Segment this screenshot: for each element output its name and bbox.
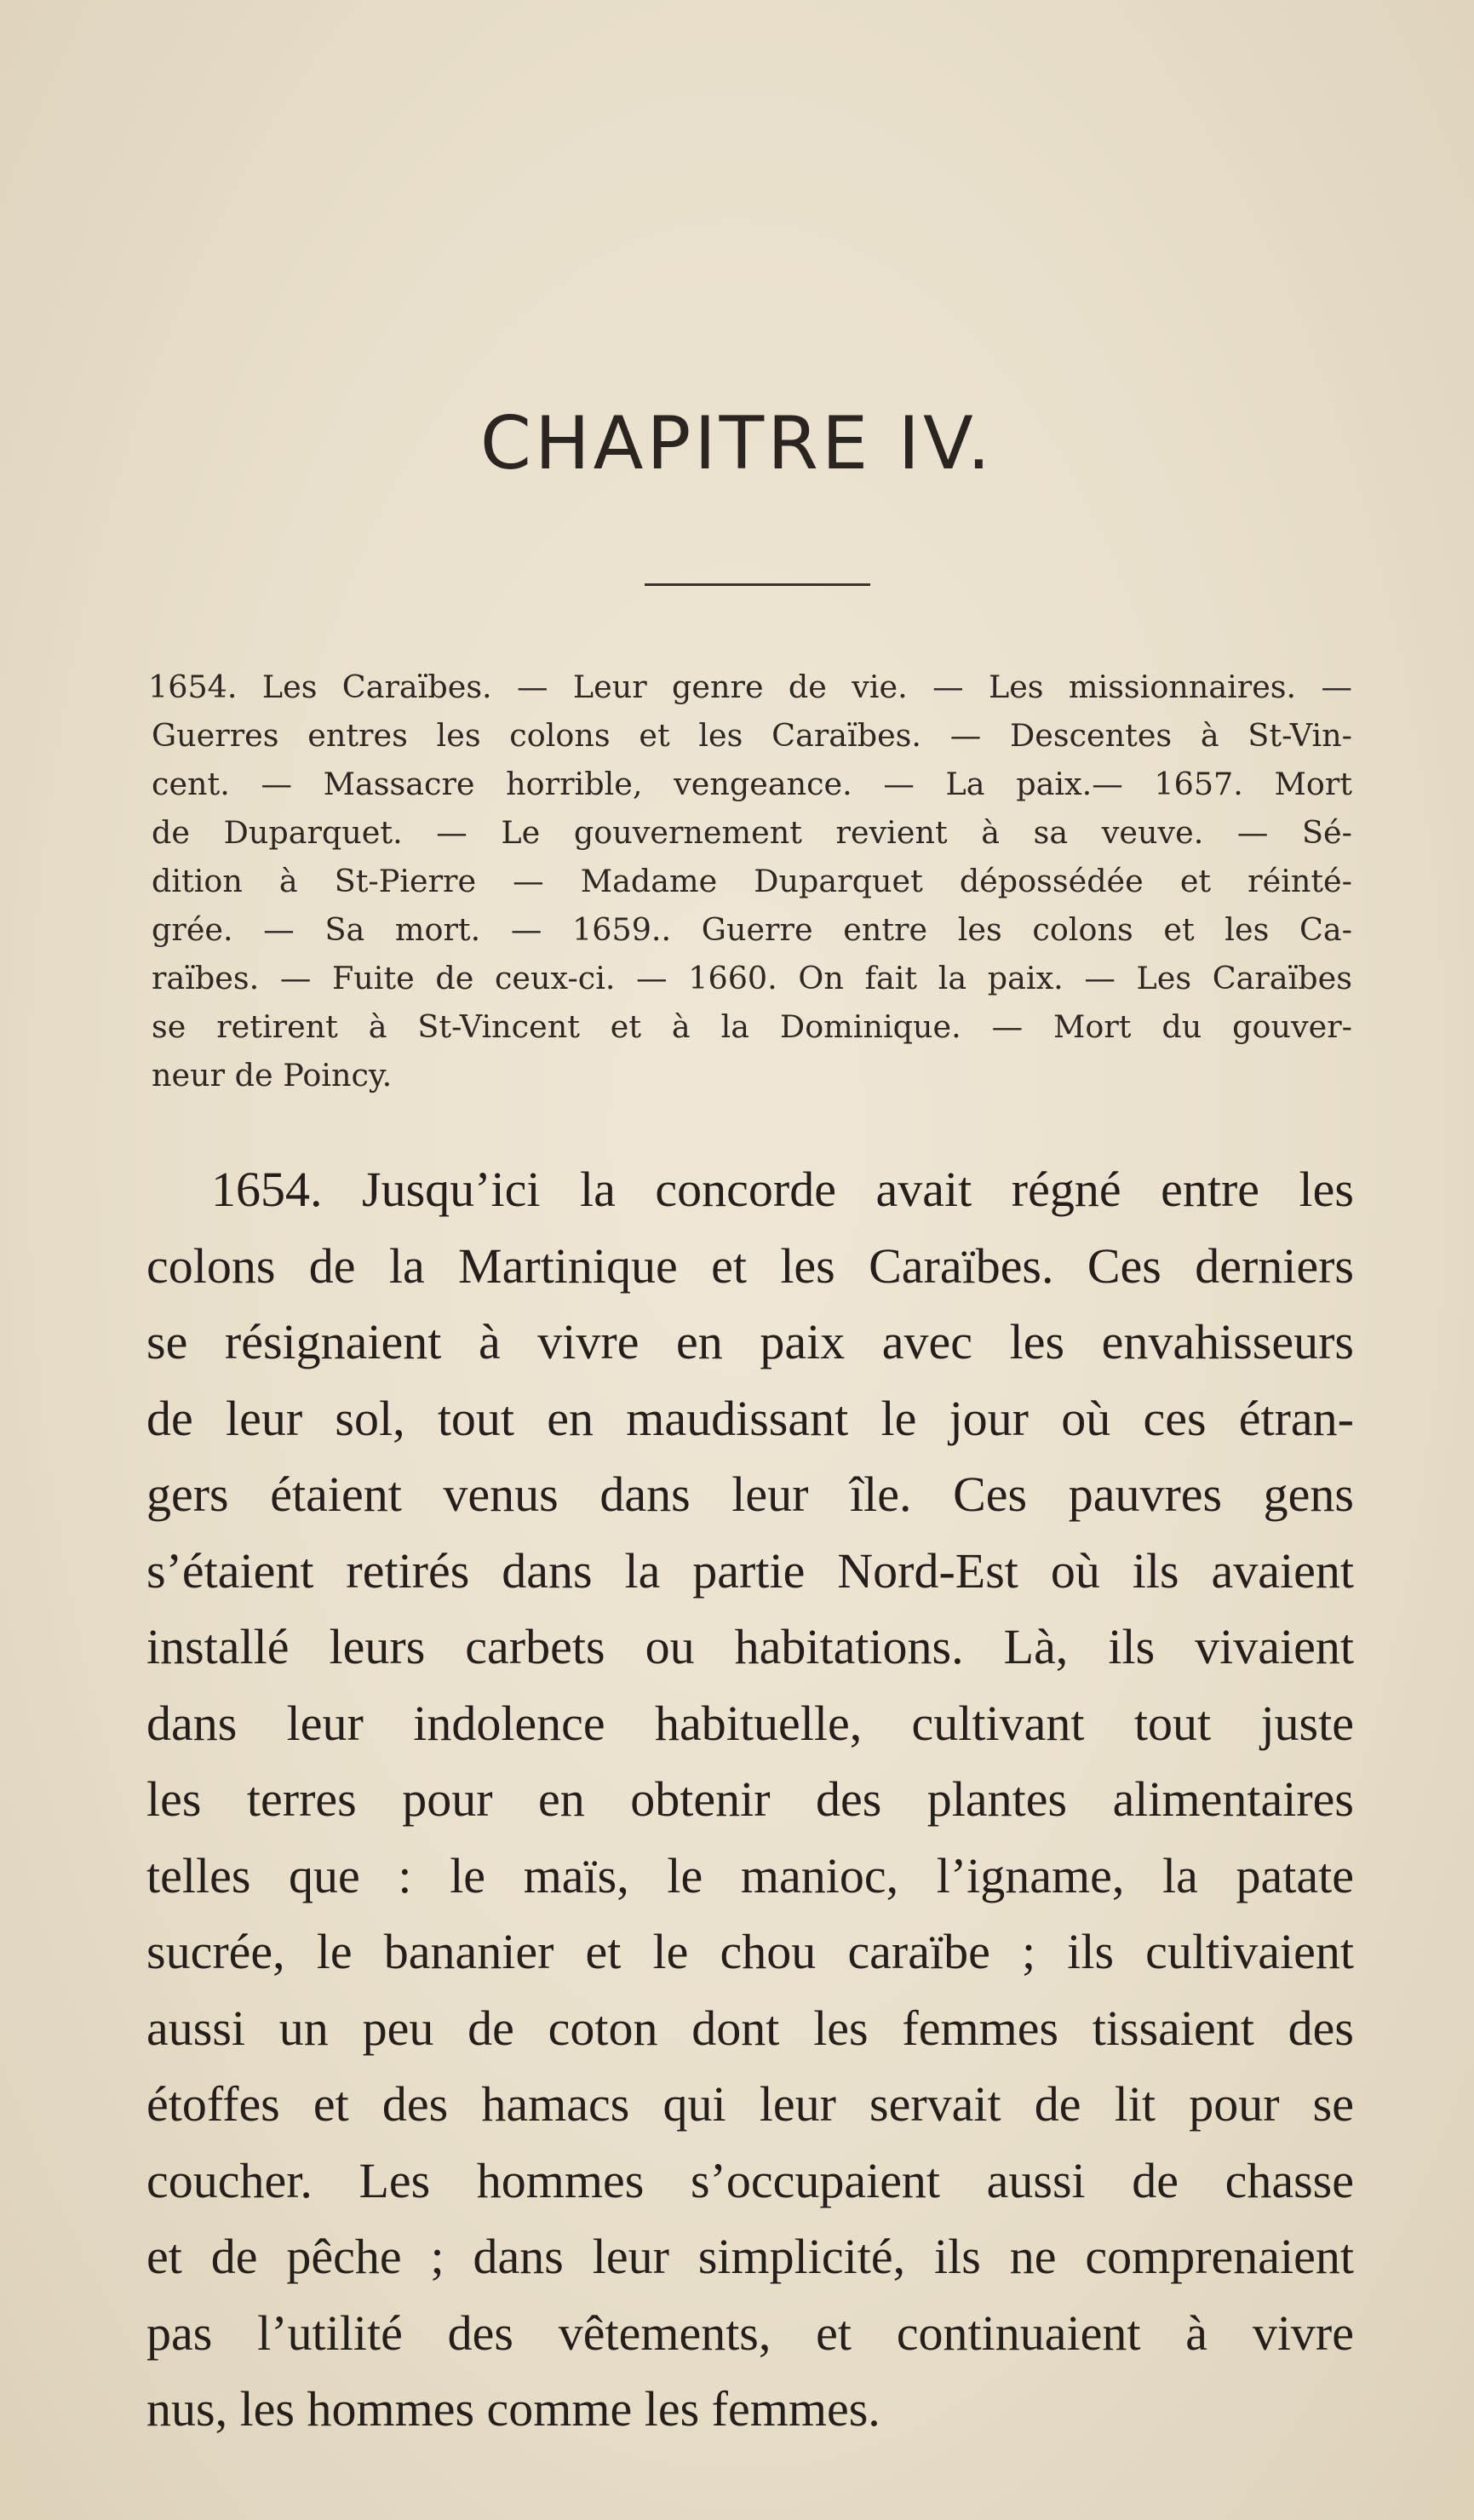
body-line: et de pêche ; dans leur simplicité, ils ne comprenaient [146,2229,1354,2284]
summary-line: neur de Poincy. [152,1057,393,1094]
chapter-title: CHAPITRE IV. [479,401,995,486]
title-divider [645,583,870,586]
body-paragraph [146,1151,1354,2448]
body-line: de leur sol, tout en maudissant le jour où ces étran- [146,1390,1354,1446]
summary-line: grée. — Sa mort. — 1659.. Guerre entre les colons et les Ca- [152,911,1352,948]
body-line: dans leur indolence habituelle, cultivant tout juste [146,1695,1354,1751]
body-line: étoffes et des hamacs qui leur servait de lit pour se [146,2076,1354,2132]
summary-line: dition à St-Pierre — Madame Duparquet dépossédée et réinté- [152,863,1352,899]
summary-line: Guerres entres les colons et les Caraïbes. — Descentes à St-Vin- [152,717,1352,754]
body-line: les terres pour en obtenir des plantes alimentaires [146,1771,1354,1827]
body-line: pas l’utilité des vêtements, et continuaient à vivre [146,2305,1354,2361]
body-line: coucher. Les hommes s’occupaient aussi de chasse [146,2152,1354,2208]
chapter-summary [148,663,1352,1099]
body-line: nus, les hommes comme les femmes. [146,2381,880,2437]
body-line: sucrée, le bananier et le chou caraïbe ; ils cultivaient [146,1924,1354,1979]
summary-line: 1654. Les Caraïbes. — Leur genre de vie. — Les missionnaires. — [148,669,1352,705]
body-line: telles que : le maïs, le manioc, l’igname, la patate [146,1847,1354,1903]
body-line: aussi un peu de coton dont les femmes tissaient des [146,2000,1354,2056]
summary-line: de Duparquet. — Le gouvernement revient à sa veuve. — Sé- [152,814,1352,851]
summary-line: raïbes. — Fuite de ceux-ci. — 1660. On fait la paix. — Les Caraïbes [152,960,1352,996]
body-line: se résignaient à vivre en paix avec les envahisseurs [146,1314,1354,1369]
summary-line: cent. — Massacre horrible, vengeance. — La paix.— 1657. Mort [152,766,1352,802]
body-line: colons de la Martinique et les Caraïbes. Ces derniers [146,1237,1354,1294]
summary-line: se retirent à St-Vincent et à la Dominique. — Mort du gouver- [152,1008,1352,1045]
body-line: s’étaient retirés dans la partie Nord-Est où ils avaient [146,1542,1354,1599]
body-line: gers étaient venus dans leur île. Ces pauvres gens [146,1467,1354,1522]
body-line: 1654. Jusqu’ici la concorde avait régné entre les [211,1162,1354,1217]
body-line: installé leurs carbets ou habitations. Là, ils vivaient [146,1619,1354,1674]
